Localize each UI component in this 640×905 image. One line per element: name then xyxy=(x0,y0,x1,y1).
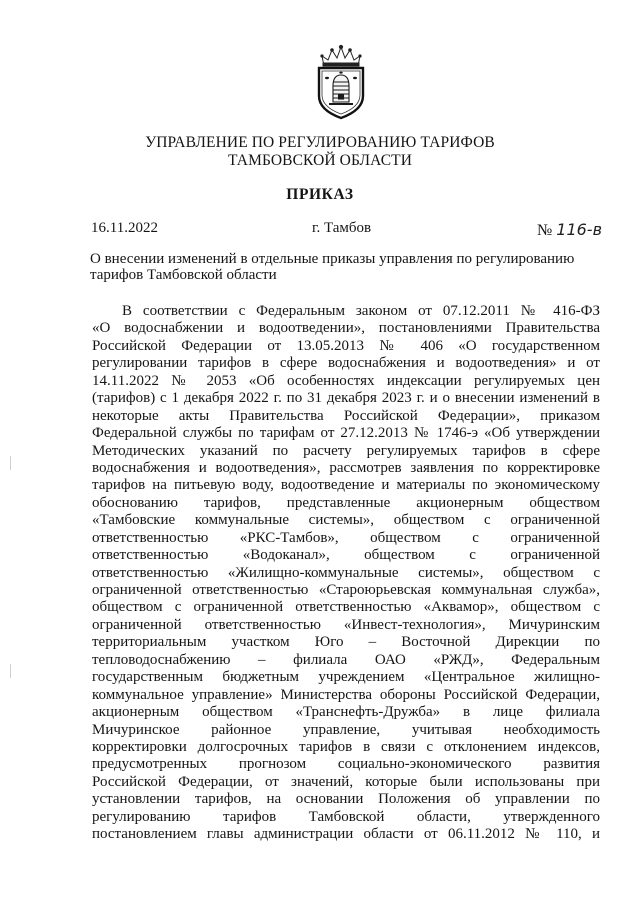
document-date: 16.11.2022 xyxy=(91,220,158,236)
body-line: акционерным обществом «Транснефть-Дружба» в лице филиала xyxy=(92,704,600,721)
body-line: установлении тарифов, на основании Положения об управлении по xyxy=(92,791,600,808)
document-subject xyxy=(90,251,600,283)
body-line: тарифов на питьевую воду, водоотведение и материалы по экономическому xyxy=(92,477,600,494)
body-line: Федеральной службы по тарифам от 27.12.2013 № 1746-э «Об утверждении xyxy=(92,425,600,442)
subject-line-2: тарифов Тамбовской области xyxy=(90,267,277,283)
scan-margin-mark xyxy=(10,664,11,678)
organization-line-1: УПРАВЛЕНИЕ ПО РЕГУЛИРОВАНИЮ ТАРИФОВ xyxy=(145,134,495,151)
body-line: предусмотренных прогнозом социально-экономического развития xyxy=(92,756,600,773)
tambov-oblast-coat-of-arms-icon xyxy=(311,44,371,120)
body-line: Российской Федерации, от значений, которые были использованы при xyxy=(92,773,600,790)
body-line: тепловодоснабжению – филиала ОАО «РЖД», Федеральным xyxy=(92,651,600,668)
body-line: регулировании тарифов в сфере водоснабжения и водоотведения» и от xyxy=(92,355,600,372)
body-line: (тарифов) с 1 декабря 2022 г. по 31 декабря 2023 г. и о внесении изменений в xyxy=(92,390,600,407)
body-line: Мичуринское районное управление, учитывая необходимость xyxy=(92,721,600,738)
body-line: ответственностью «Жилищно-коммунальные системы», обществом с xyxy=(92,564,600,581)
body-line: корректировки долгосрочных тарифов в связи с отклонением индексов, xyxy=(92,738,600,755)
body-line: ограниченной ответственностью «Инвест-технология», Мичуринским xyxy=(92,616,600,633)
document-type-heading: ПРИКАЗ xyxy=(286,186,354,203)
organization-line-2: ТАМБОВСКОЙ ОБЛАСТИ xyxy=(228,152,412,169)
body-line: регулированию тарифов Тамбовской области, утвержденного xyxy=(92,808,600,825)
body-line: «О водоснабжении и водоотведении», постановлениями Правительства xyxy=(92,320,600,337)
body-line: Методических указаний по расчету регулируемых тарифов в сфере xyxy=(92,442,600,459)
number-sign: № xyxy=(537,222,553,239)
body-line: Российской Федерации от 13.05.2013 № 406 «О государственном xyxy=(92,337,600,354)
body-line: 14.11.2022 № 2053 «Об особенностях индексации регулируемых цен xyxy=(92,372,600,389)
body-line: некоторые акты Правительства Российской Федерации», приказом xyxy=(92,407,600,424)
body-line: обоснованию тарифов, представленные акционерным обществом xyxy=(92,494,600,511)
body-line: коммунальное управление» Министерства обороны Российской Федерации, xyxy=(92,686,600,703)
body-line: «Тамбовские коммунальные системы», обществом с ограниченной xyxy=(92,512,600,529)
body-paragraph xyxy=(92,303,600,844)
body-line: территориальным участком Юго – Восточной Дирекции по xyxy=(92,634,600,651)
subject-line-1: О внесении изменений в отдельные приказы управления по регулированию xyxy=(90,251,575,267)
body-line: ответственностью «РКС-Тамбов», обществом с ограниченной xyxy=(92,529,600,546)
body-line: государственным бюджетным учреждением «Центральное жилищно- xyxy=(92,669,600,686)
body-line: ограниченной ответственностью «Староюрьевская коммунальная служба», xyxy=(92,582,600,598)
organization-name xyxy=(0,134,640,170)
document-number xyxy=(537,220,602,240)
body-line: постановлением главы администрации области от 06.11.2012 № 110, и xyxy=(92,826,600,843)
body-line: водоснабжения и водоотведения», рассмотрев заявления по корректировке xyxy=(92,459,600,476)
scan-margin-mark xyxy=(10,456,11,470)
document-city: г. Тамбов xyxy=(312,220,372,236)
handwritten-number: 116-в xyxy=(556,220,603,239)
body-line: ответственностью «Водоканал», обществом с ограниченной xyxy=(92,547,600,564)
body-line: В соответствии с Федеральным законом от 07.12.2011 № 416-ФЗ xyxy=(122,303,600,319)
body-line: обществом с ограниченной ответственностью «Аквамор», обществом с xyxy=(92,599,600,616)
